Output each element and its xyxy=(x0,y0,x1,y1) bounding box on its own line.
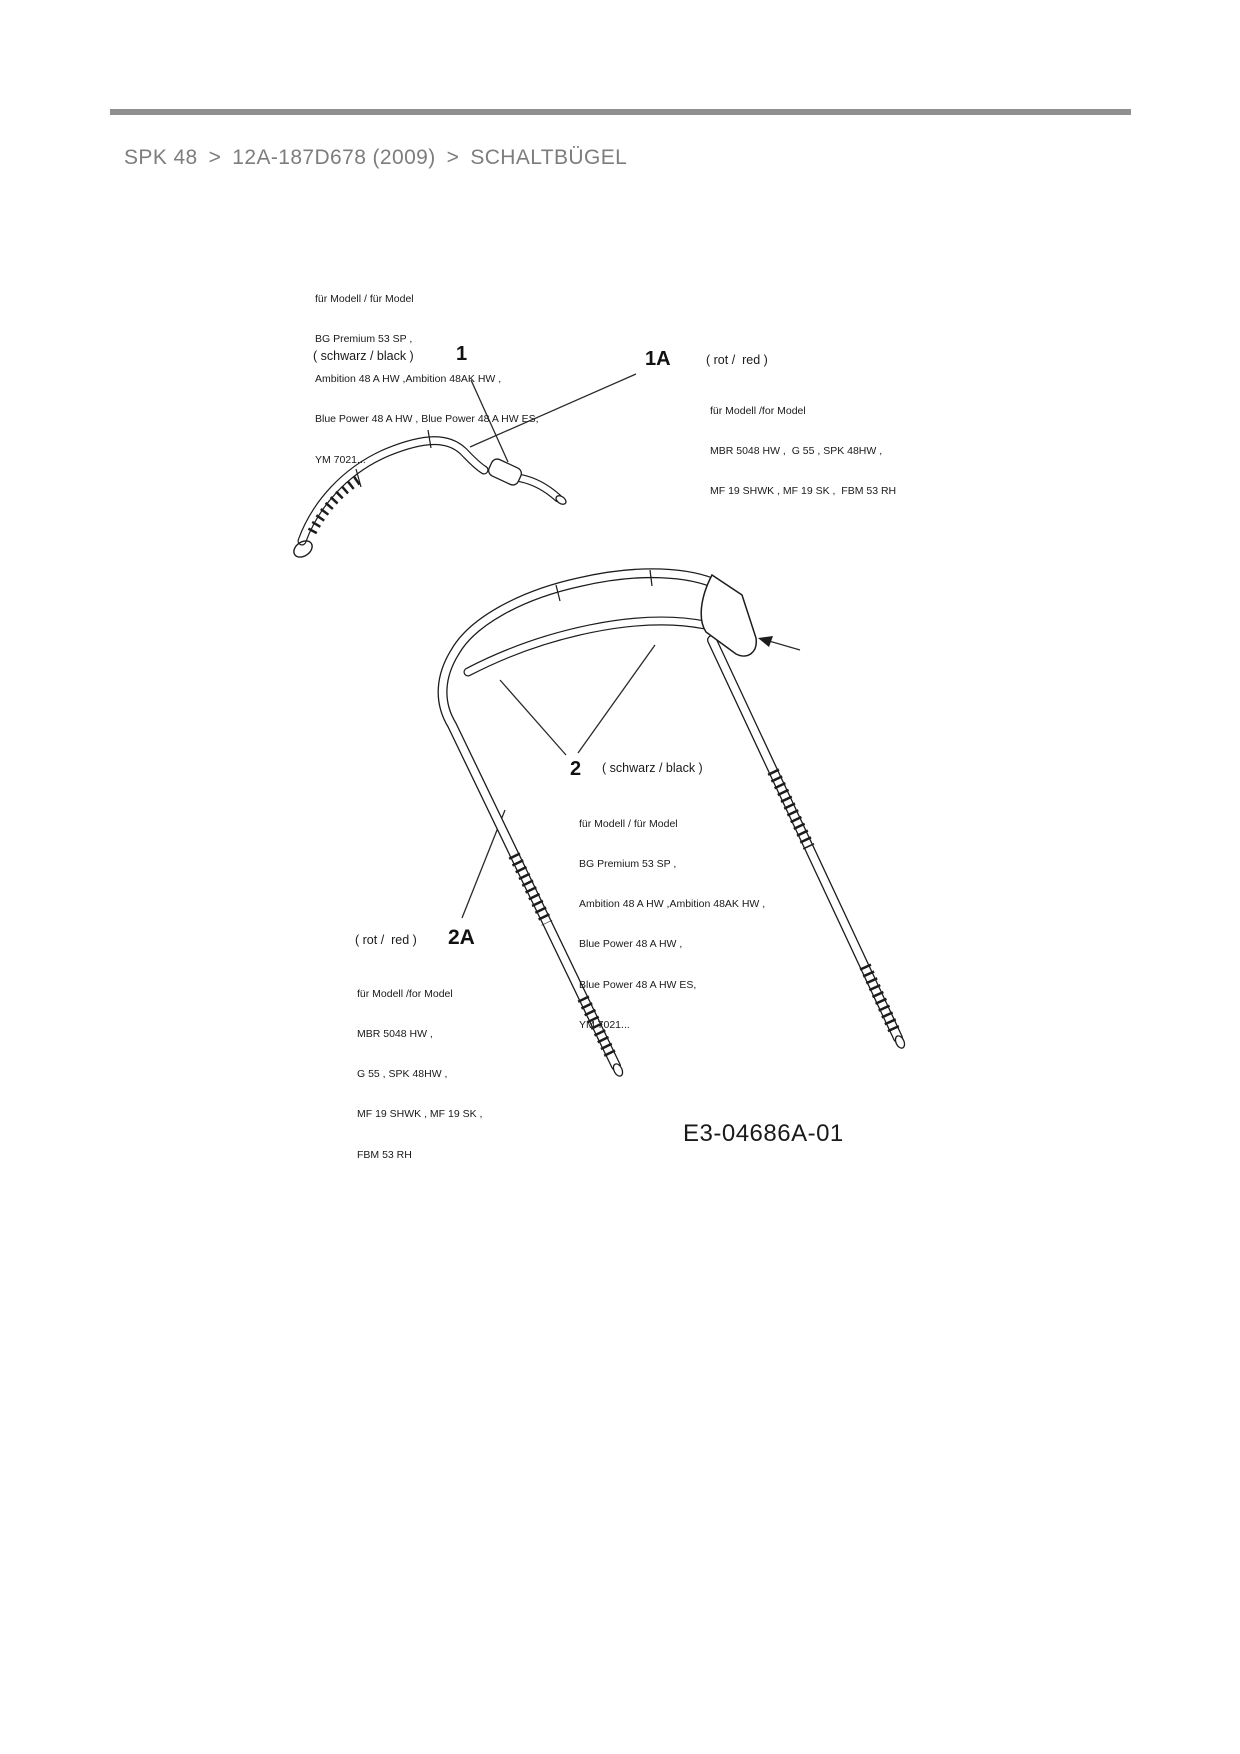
models-header: für Modell / für Model xyxy=(315,292,414,305)
part1-number: 1 xyxy=(456,343,468,365)
part1a-models-list xyxy=(710,378,896,525)
model-line: YM 7021... xyxy=(315,453,366,466)
model-line: MF 19 SHWK , MF 19 SK , xyxy=(357,1108,483,1121)
model-line: Blue Power 48 A HW , xyxy=(579,938,683,951)
breadcrumb-item-assembly: SCHALTBÜGEL xyxy=(470,146,628,169)
breadcrumb-separator: > xyxy=(446,146,460,169)
part2-models-list xyxy=(579,791,765,1059)
model-line: Ambition 48 A HW ,Ambition 48AK HW , xyxy=(315,373,502,386)
breadcrumb-item-series[interactable]: SPK 48 xyxy=(124,146,198,169)
models-header: für Modell / für Model xyxy=(579,817,678,830)
part1-color-note: ( schwarz / black ) xyxy=(313,349,414,363)
leader-line-part2-right xyxy=(578,645,655,753)
models-header: für Modell /for Model xyxy=(357,987,453,1000)
part1a-color-note: ( rot / red ) xyxy=(706,353,768,367)
leader-line-part2-left xyxy=(500,680,566,755)
model-line: G 55 , SPK 48HW , xyxy=(357,1068,448,1081)
part2a-models-list xyxy=(357,961,482,1189)
part2a-number: 2A xyxy=(448,926,475,949)
model-line: MBR 5048 HW , G 55 , SPK 48HW , xyxy=(710,445,883,458)
part1a-number: 1A xyxy=(645,348,671,370)
model-line: Blue Power 48 A HW , Blue Power 48 A HW ES, xyxy=(315,413,539,426)
part2-color-note: ( schwarz / black ) xyxy=(602,761,703,775)
model-line: FBM 53 RH xyxy=(357,1148,412,1161)
model-line: MBR 5048 HW , xyxy=(357,1028,433,1041)
model-line: BG Premium 53 SP , xyxy=(315,333,413,346)
breadcrumb-separator: > xyxy=(208,146,222,169)
assembly-arrow-head xyxy=(758,636,773,647)
model-line: MF 19 SHWK , MF 19 SK , FBM 53 RH xyxy=(710,485,897,498)
breadcrumb xyxy=(124,146,627,170)
model-line: YM 7021... xyxy=(579,1018,630,1031)
breadcrumb-item-model[interactable]: 12A-187D678 (2009) xyxy=(232,146,436,169)
part2-number: 2 xyxy=(570,758,582,780)
model-line: BG Premium 53 SP , xyxy=(579,858,677,871)
model-line: Blue Power 48 A HW ES, xyxy=(579,978,697,991)
part1-models-list xyxy=(315,266,539,494)
part2a-color-note: ( rot / red ) xyxy=(355,933,417,947)
header-rule xyxy=(110,109,1131,115)
models-header: für Modell /for Model xyxy=(710,404,806,417)
bar-end-curl xyxy=(291,538,315,561)
drawing-number: E3-04686A-01 xyxy=(683,1120,844,1147)
model-line: Ambition 48 A HW ,Ambition 48AK HW , xyxy=(579,898,766,911)
